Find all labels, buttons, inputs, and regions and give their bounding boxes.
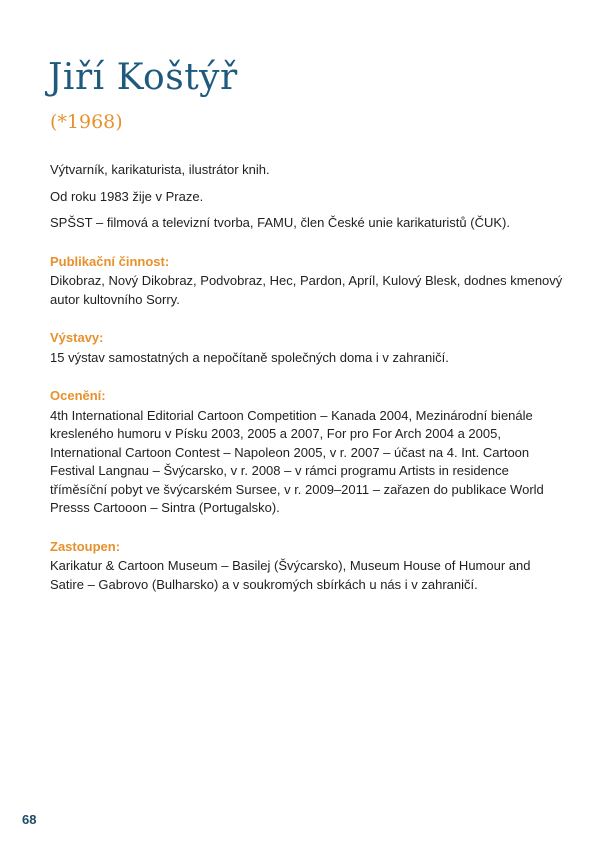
- section-text: 15 výstav samostatných a nepočítaně společných doma i v zahraničí.: [50, 349, 449, 365]
- section-awards: [50, 387, 565, 518]
- section-text: Karikatur & Cartoon Museum – Basilej (Švýcarsko), Museum House of Humour and Satire – Gabrovo (Bulharsko) a v soukromých sbírkách u nás i v zahraničí.: [50, 558, 531, 592]
- page-number: 68: [22, 812, 37, 827]
- section-text: Dikobraz, Nový Dikobraz, Podvobraz, Hec, Pardon, Apríl, Kulový Blesk, dodnes kmenový autor kultovního Sorry.: [50, 273, 563, 307]
- section-heading: Výstavy:: [50, 330, 104, 345]
- section-exhibitions: [50, 329, 565, 367]
- intro-line-profession: Výtvarník, karikaturista, ilustrátor knih.: [50, 162, 270, 177]
- section-text: 4th International Editorial Cartoon Competition – Kanada 2004, Mezinárodní bienále kresleného humoru v Písku 2003, 2005 a 2007, For pro For Arch 2004 a 2005, International Cartoon Contest – Napoleon 2005, v r. 2007 – účast na 4. Int. Cartoon Festival Langnau – Švýcarsko, v r. 2008 – v rámci programu Artists in residence tříměsíční pobyt ve švýcarském Sursee, v r. 2009–2011 – zařazen do publikace World Presss Cartooon – Sintra (Portugalsko).: [50, 407, 544, 515]
- section-heading: Ocenění:: [50, 388, 106, 403]
- section-represented: [50, 538, 565, 595]
- page-title: Jiří Koštýř: [48, 57, 238, 98]
- section-publications: [50, 253, 565, 310]
- intro-line-residence: Od roku 1983 žije v Praze.: [50, 188, 204, 204]
- intro-line-education: SPŠST – filmová a televizní tvorba, FAMU, člen České unie karikaturistů (ČUK).: [50, 215, 510, 230]
- birth-year: (*1968): [50, 111, 123, 133]
- section-heading: Publikační činnost:: [50, 253, 170, 269]
- section-heading: Zastoupen:: [50, 538, 121, 554]
- biography: [50, 161, 565, 602]
